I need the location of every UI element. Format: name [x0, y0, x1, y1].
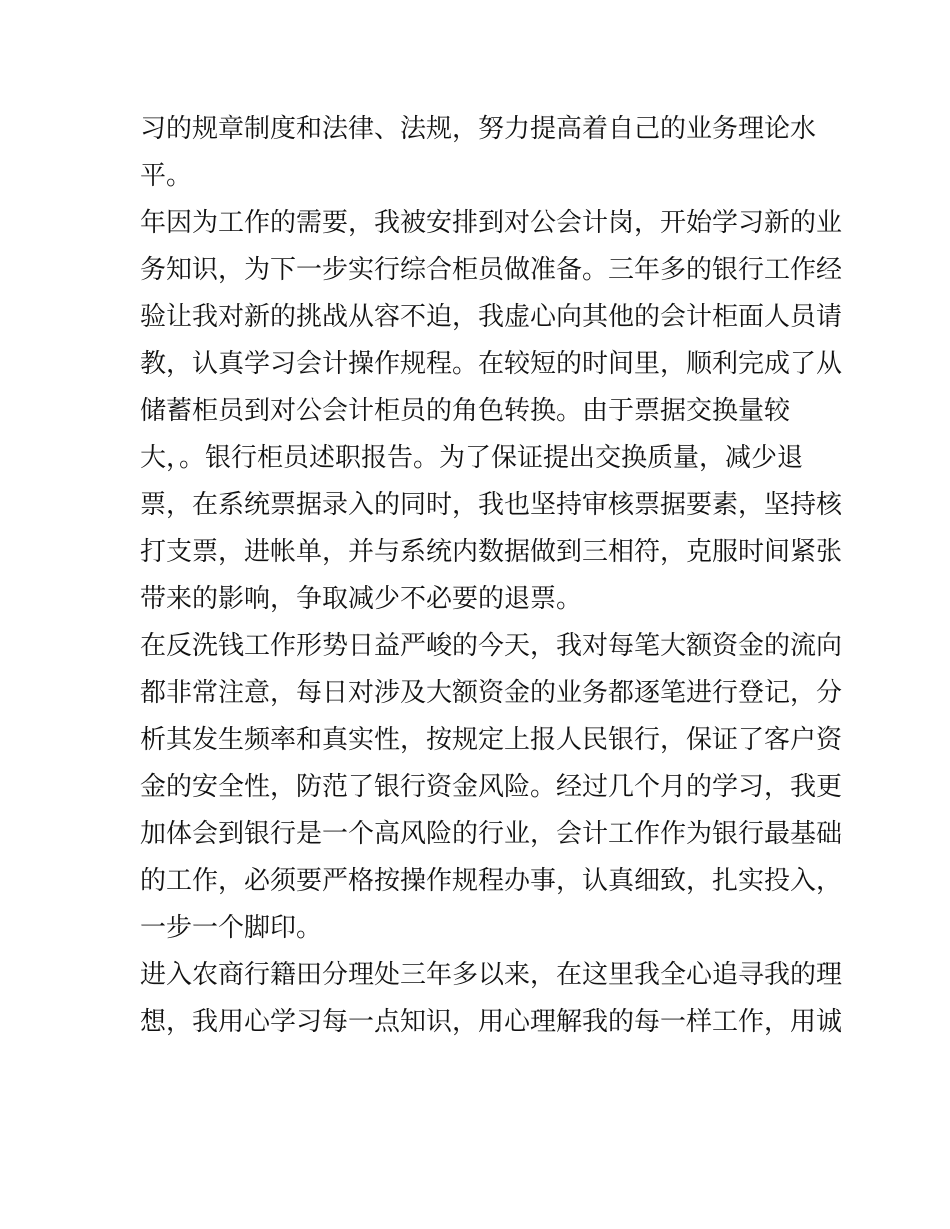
text-line: 带来的影响，争取减少不必要的退票。 [140, 584, 583, 614]
text-line: 析其发生频率和真实性，按规定上报人民银行，保证了客户资 [140, 725, 843, 755]
text-line: 在反洗钱工作形势日益严峻的今天，我对每笔大额资金的流向 [140, 631, 843, 661]
text-line: 教，认真学习会计操作规程。在较短的时间里，顺利完成了从 [140, 349, 843, 379]
text-line: 务知识，为下一步实行综合柜员做准备。三年多的银行工作经 [140, 255, 843, 285]
text-line: 都非常注意，每日对涉及大额资金的业务都逐笔进行登记，分 [140, 678, 843, 708]
body-text [140, 106, 843, 1046]
text-line: 加体会到银行是一个高风险的行业，会计工作作为银行最基础 [140, 819, 843, 849]
text-line: 票，在系统票据录入的同时，我也坚持审核票据要素，坚持核 [140, 490, 843, 520]
text-line: 一步一个脚印。 [140, 913, 323, 943]
text-line: 验让我对新的挑战从容不迫，我虚心向其他的会计柜面人员请 [140, 302, 843, 332]
text-line: 金的安全性，防范了银行资金风险。经过几个月的学习，我更 [140, 772, 843, 802]
text-line: 打支票，进帐单，并与系统内数据做到三相符，克服时间紧张 [140, 537, 843, 567]
text-line: 进入农商行籍田分理处三年多以来，在这里我全心追寻我的理 [140, 960, 843, 990]
text-line: 平。 [140, 161, 193, 191]
text-line: 想，我用心学习每一点知识，用心理解我的每一样工作，用诚 [140, 1007, 843, 1037]
text-line: 年因为工作的需要，我被安排到对公会计岗，开始学习新的业 [140, 208, 843, 238]
text-line: 的工作，必须要严格按操作规程办事，认真细致，扎实投入， [140, 866, 843, 896]
text-line: 储蓄柜员到对公会计柜员的角色转换。由于票据交换量较 [140, 396, 791, 426]
text-line: 大，。银行柜员述职报告。为了保证提出交换质量，减少退 [140, 443, 804, 473]
text-line: 习的规章制度和法律、法规，努力提高着自己的业务理论水 [140, 114, 817, 144]
